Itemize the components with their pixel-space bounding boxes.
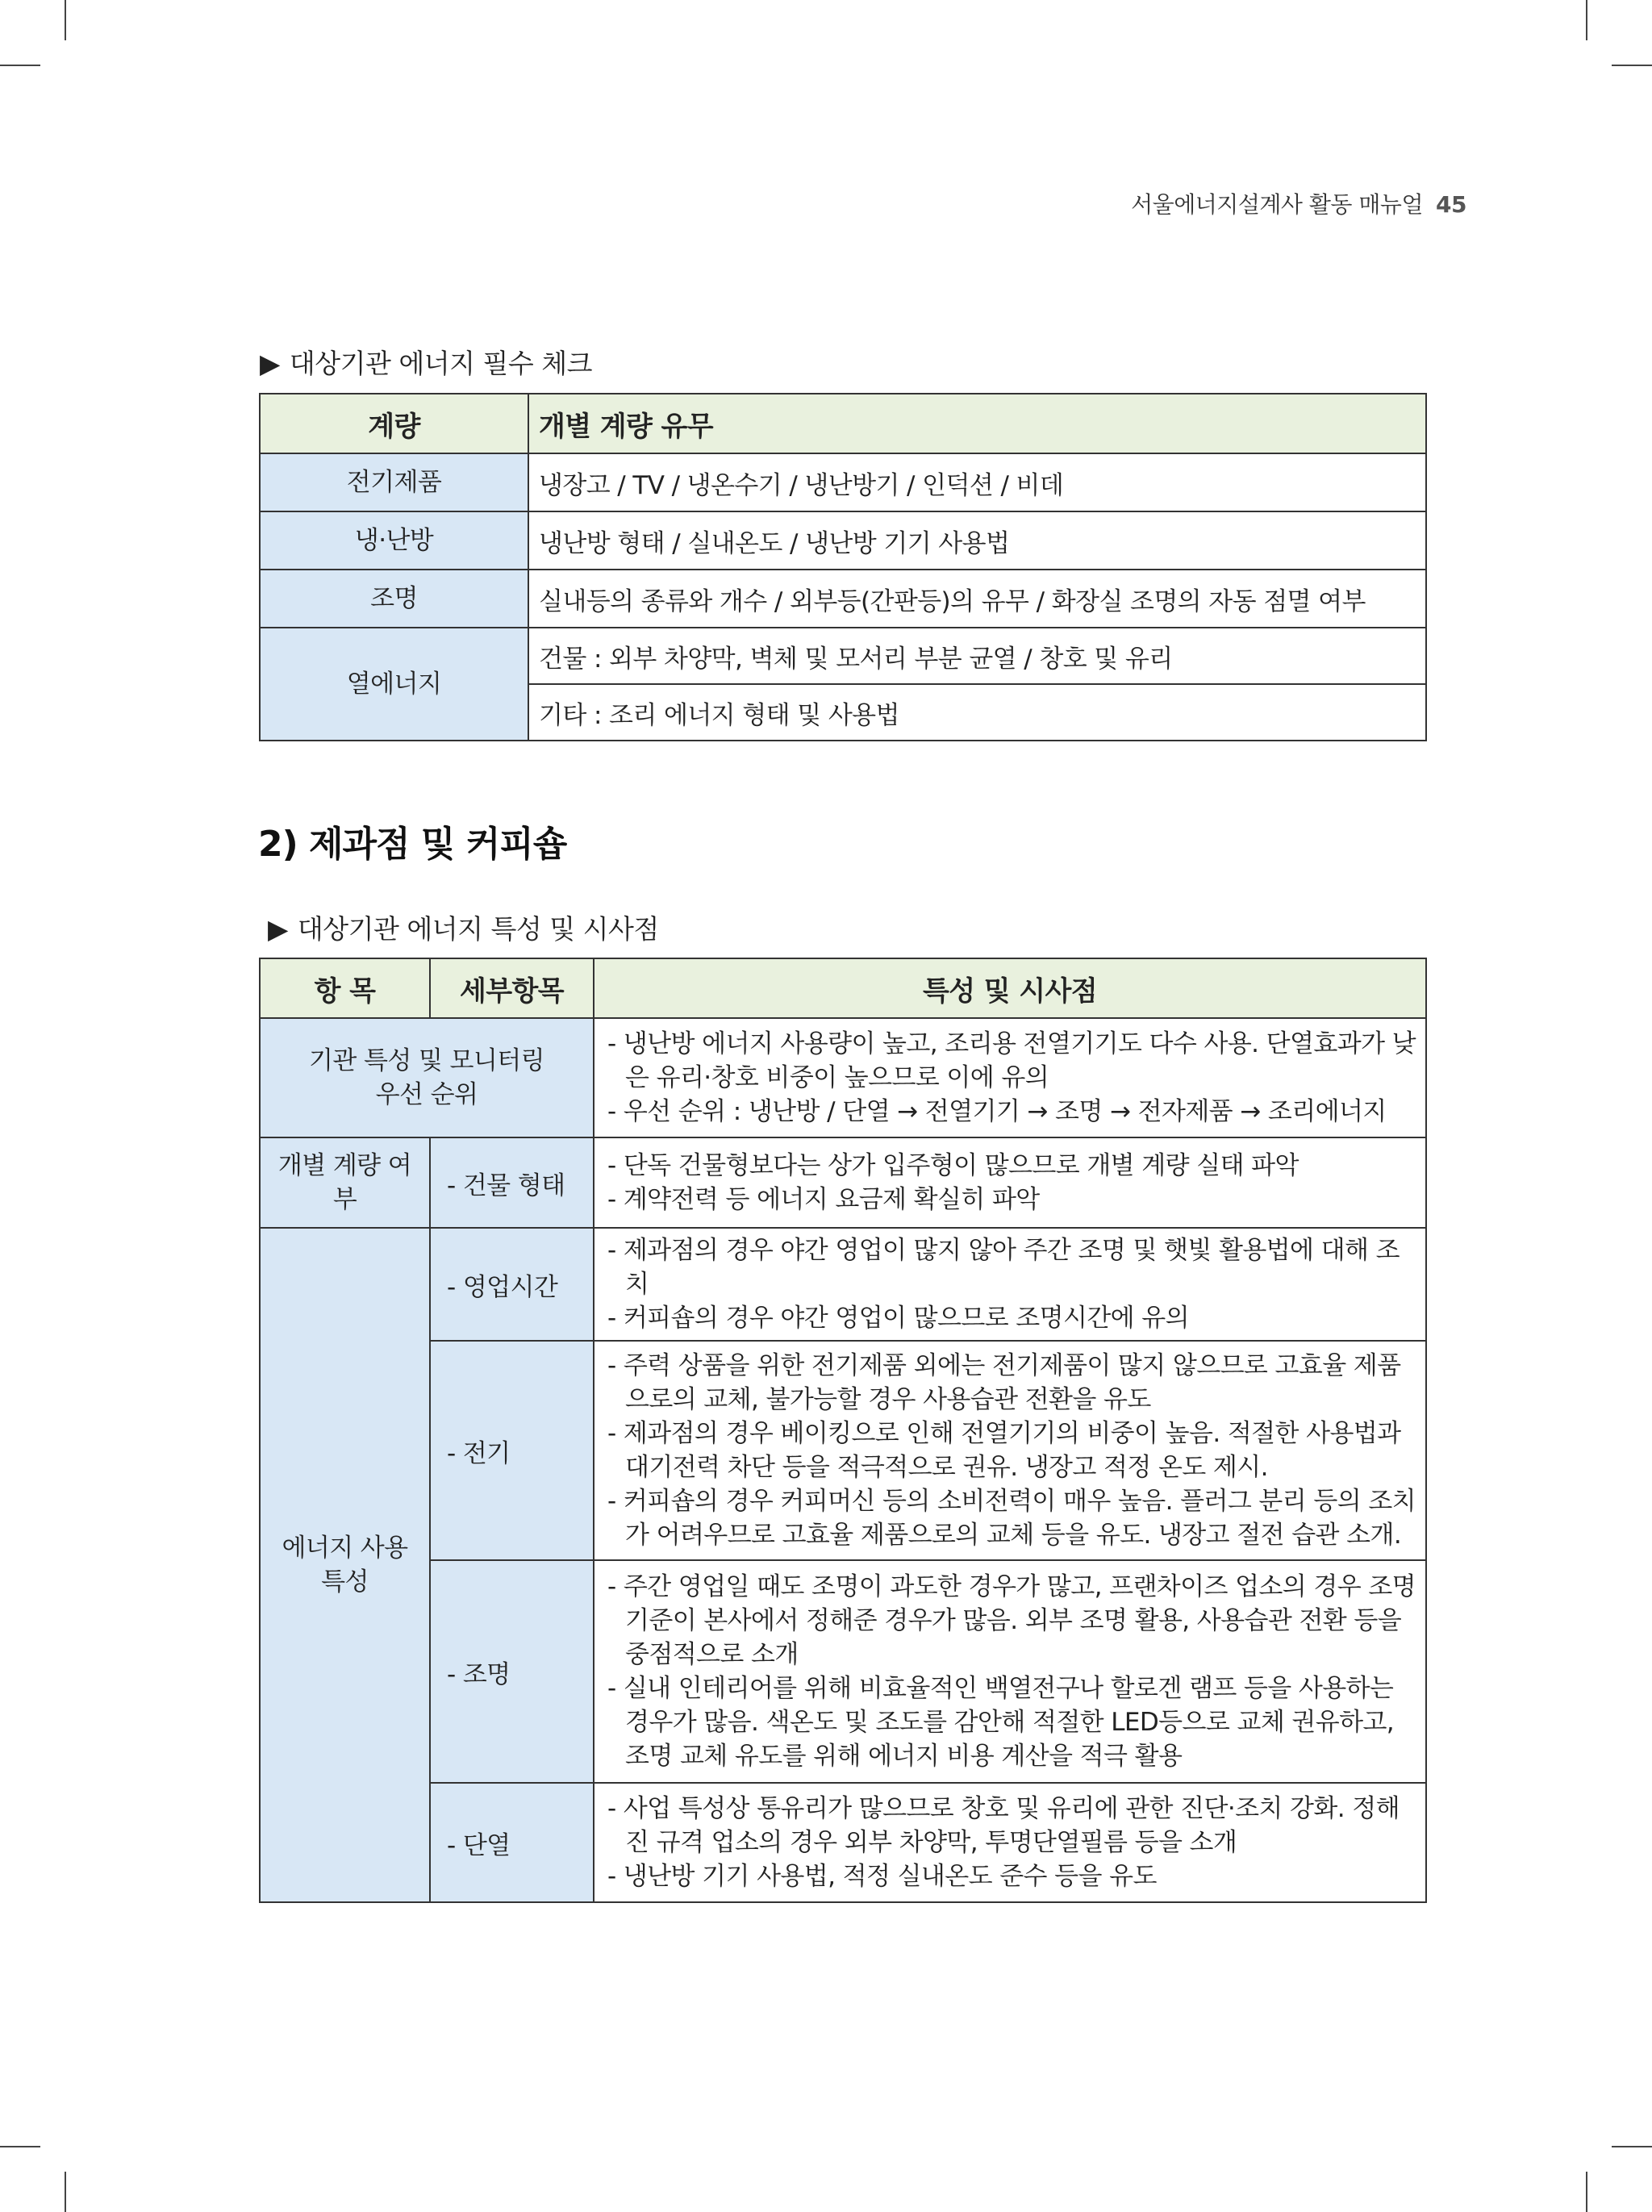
row-subitem: - 전기: [430, 1341, 594, 1560]
bullet-line: - 실내 인테리어를 위해 비효율적인 백열전구나 할로겐 램프 등을 사용하는 경우가 많음. 색온도 및 조도를 감안해 적절한 LED등으로 교체 권유하고, 조명 교체 유도를 위해 에너지 비용 계산을 적극 활용: [607, 1674, 1395, 1771]
bullet-line: - 계약전력 등 에너지 요금제 확실히 파악: [607, 1185, 1040, 1214]
crop-mark: [1586, 2172, 1587, 2212]
row-category: 전기제품: [260, 453, 528, 511]
row-value: 냉장고 / TV / 냉온수기 / 냉난방기 / 인덕션 / 비데: [528, 453, 1426, 511]
crop-mark: [65, 2172, 66, 2212]
row-subitem: - 단열: [430, 1783, 594, 1902]
running-header: [1131, 187, 1466, 219]
bullet-line: - 주력 상품을 위한 전기제품 외에는 전기제품이 많지 않으므로 고효율 제품으로의 교체, 불가능할 경우 사용습관 전환을 유도: [607, 1351, 1401, 1414]
row-text: [594, 1018, 1426, 1137]
table-row: [260, 1018, 1426, 1137]
row-text: [594, 1560, 1426, 1783]
table-row: [260, 1783, 1426, 1902]
row-value: 실내등의 종류와 개수 / 외부등(간판등)의 유무 / 화장실 조명의 자동 점멸 여부: [528, 570, 1426, 628]
row-text: [594, 1341, 1426, 1560]
table-row: [260, 1137, 1426, 1228]
section2-label: [268, 908, 659, 946]
table-row: [260, 1560, 1426, 1783]
row-text: [594, 1137, 1426, 1228]
row-value: 냉난방 형태 / 실내온도 / 냉난방 기기 사용법: [528, 511, 1426, 570]
bullet-line: - 우선 순위 : 냉난방 / 단열 → 전열기기 → 조명 → 전자제품 → 조리에너지: [607, 1097, 1387, 1126]
table-row: [260, 1228, 1426, 1341]
column-header: 특성 및 시사점: [594, 958, 1426, 1018]
crop-mark: [1612, 2146, 1652, 2147]
row-subitem: - 조명: [430, 1560, 594, 1783]
row-value: 기타 : 조리 에너지 형태 및 사용법: [528, 684, 1426, 741]
row-value: 건물 : 외부 차양막, 벽체 및 모서리 부분 균열 / 창호 및 유리: [528, 628, 1426, 684]
bullet-line: - 냉난방 기기 사용법, 적정 실내온도 준수 등을 유도: [607, 1862, 1157, 1891]
table-row: [260, 453, 1426, 511]
triangle-bullet-icon: ▶: [260, 348, 280, 379]
row-item: 개별 계량 여부: [260, 1137, 430, 1228]
bullet-line: - 커피숍의 경우 커피머신 등의 소비전력이 매우 높음. 플러그 분리 등의 조치가 어려우므로 고효율 제품으로의 교체 등을 유도. 냉장고 절전 습관 소개.: [607, 1487, 1416, 1550]
triangle-bullet-icon: ▶: [268, 913, 288, 945]
crop-mark: [1586, 0, 1587, 40]
table-row: [260, 570, 1426, 628]
column-header: 계량: [260, 394, 528, 453]
crop-mark: [1612, 65, 1652, 66]
bullet-line: - 주간 영업일 때도 조명이 과도한 경우가 많고, 프랜차이즈 업소의 경우 조명기준이 본사에서 정해준 경우가 많음. 외부 조명 활용, 사용습관 전환 등을 중점적으로 소개: [607, 1572, 1416, 1669]
row-subitem: - 건물 형태: [430, 1137, 594, 1228]
row-item: 기관 특성 및 모니터링 우선 순위: [260, 1018, 594, 1137]
bullet-line: - 제과점의 경우 야간 영업이 많지 않아 주간 조명 및 햇빛 활용법에 대해 조치: [607, 1236, 1400, 1299]
header-title: 서울에너지설계사 활동 매뉴얼: [1131, 191, 1424, 218]
crop-mark: [65, 0, 66, 40]
section1-label: [260, 343, 592, 381]
row-item: 에너지 사용 특성: [260, 1228, 430, 1902]
table-header-row: [260, 394, 1426, 453]
table-header-row: [260, 958, 1426, 1018]
row-category: 열에너지: [260, 628, 528, 741]
table-row: [260, 1341, 1426, 1560]
bullet-line: - 커피숍의 경우 야간 영업이 많으므로 조명시간에 유의: [607, 1304, 1189, 1333]
bullet-line: - 냉난방 에너지 사용량이 높고, 조리용 전열기기도 다수 사용. 단열효과가 낮은 유리·창호 비중이 높으므로 이에 유의: [607, 1029, 1416, 1092]
column-header: 개별 계량 유무: [528, 394, 1426, 453]
bullet-line: - 제과점의 경우 베이킹으로 인해 전열기기의 비중이 높음. 적절한 사용법과 대기전력 차단 등을 적극적으로 권유. 냉장고 적정 온도 제시.: [607, 1419, 1401, 1482]
bullet-line: - 단독 건물형보다는 상가 입주형이 많으므로 개별 계량 실태 파악: [607, 1151, 1299, 1180]
crop-mark: [0, 65, 40, 66]
table-row: [260, 628, 1426, 684]
energy-check-table: [259, 393, 1427, 741]
table-row: [260, 511, 1426, 570]
row-category: 조명: [260, 570, 528, 628]
column-header: 항 목: [260, 958, 430, 1018]
section2-title: 2) 제과점 및 커피숍: [258, 824, 567, 865]
row-category: 냉·난방: [260, 511, 528, 570]
row-text: [594, 1783, 1426, 1902]
bullet-line: - 사업 특성상 통유리가 많으므로 창호 및 유리에 관한 진단·조치 강화. 정해진 규격 업소의 경우 외부 차양막, 투명단열필름 등을 소개: [607, 1794, 1400, 1857]
section2-label-text: 대상기관 에너지 특성 및 시사점: [297, 913, 659, 945]
page-number: 45: [1436, 191, 1466, 218]
row-text: [594, 1228, 1426, 1341]
section1-label-text: 대상기관 에너지 필수 체크: [289, 348, 593, 379]
row-subitem: - 영업시간: [430, 1228, 594, 1341]
column-header: 세부항목: [430, 958, 594, 1018]
energy-characteristics-table: [259, 958, 1427, 1903]
crop-mark: [0, 2146, 40, 2147]
